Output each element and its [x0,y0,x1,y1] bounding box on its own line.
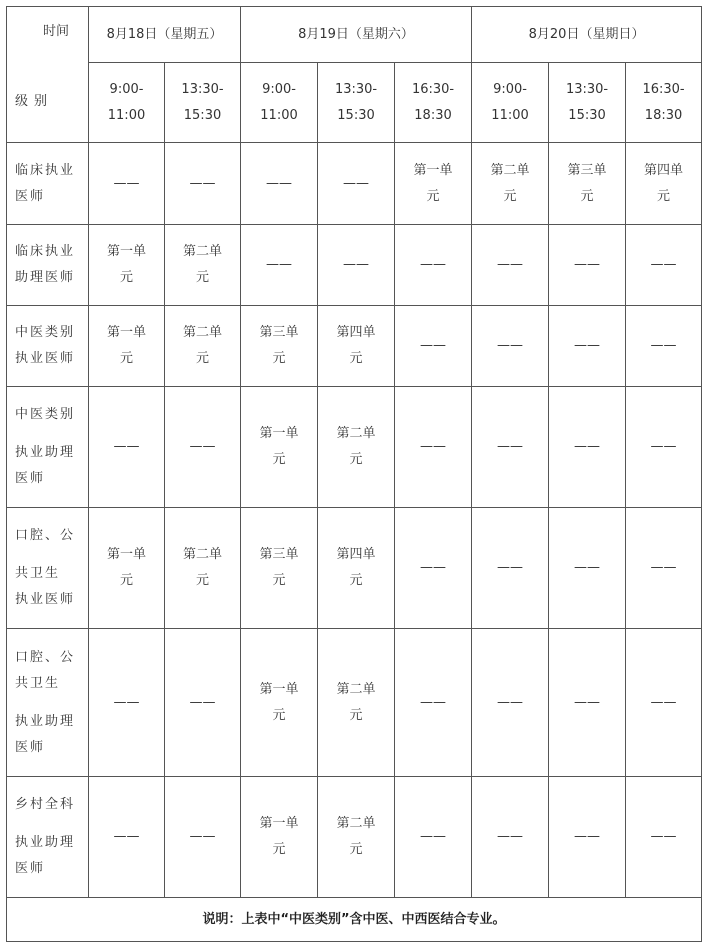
schedule-cell: 第三单 元 [549,143,626,225]
level-line: 共卫生 [15,675,61,691]
schedule-cell: —— [472,225,549,306]
schedule-cell: —— [626,508,702,629]
level-line: 乡村全科 [15,797,76,812]
level-line: 中医类别 [15,407,76,422]
time-slot-2: 9:00- 11:00 [241,63,318,143]
table-note: 说明：上表中“中医类别”含中医、中西医结合专业。 [7,898,702,942]
schedule-cell: —— [395,387,472,508]
level-line: 口腔、公 [15,649,76,665]
time-slot-7: 16:30- 18:30 [626,63,702,143]
schedule-cell: —— [549,225,626,306]
schedule-cell: —— [165,629,241,777]
schedule-cell: 第一单 元 [395,143,472,225]
level-line: 执业医师 [15,592,76,607]
schedule-cell: 第一单 元 [89,225,165,306]
schedule-cell: 第三单 元 [241,306,318,387]
time-slot-5: 9:00- 11:00 [472,63,549,143]
schedule-cell: 第四单 元 [626,143,702,225]
level-line: 口腔、公 [15,528,76,543]
exam-schedule-table [6,6,702,942]
time-slot-6: 13:30- 15:30 [549,63,626,143]
schedule-cell: —— [549,629,626,777]
level-line: 执业助理 [15,835,76,850]
schedule-cell: —— [395,508,472,629]
table-row [7,143,702,225]
schedule-cell: —— [472,629,549,777]
level-cell [7,508,89,629]
level-line: 中医类别 [15,325,76,340]
schedule-cell: 第二单 元 [318,629,395,777]
schedule-cell: 第二单 元 [472,143,549,225]
schedule-cell: —— [165,143,241,225]
schedule-cell: —— [472,777,549,898]
time-slot-3: 13:30- 15:30 [318,63,395,143]
level-line: 医师 [15,471,46,486]
time-slot-4: 16:30- 18:30 [395,63,472,143]
schedule-cell: 第一单 元 [89,508,165,629]
level-cell [7,777,89,898]
schedule-cell: 第四单 元 [318,306,395,387]
schedule-cell: 第一单 元 [241,387,318,508]
schedule-cell: —— [472,387,549,508]
schedule-cell: —— [472,508,549,629]
level-cell [7,306,89,387]
schedule-cell: —— [549,777,626,898]
table-row [7,508,702,629]
schedule-cell: —— [549,306,626,387]
level-line: 执业医师 [15,351,76,366]
level-line: 执业助理 [15,713,76,729]
table-row [7,225,702,306]
level-line: 执业助理 [15,445,76,460]
level-cell [7,143,89,225]
schedule-cell: —— [89,777,165,898]
schedule-cell: 第二单 元 [165,225,241,306]
schedule-cell: —— [241,225,318,306]
schedule-cell: 第一单 元 [241,629,318,777]
schedule-cell: 第一单 元 [89,306,165,387]
schedule-cell: —— [165,777,241,898]
schedule-cell: —— [549,508,626,629]
schedule-cell: —— [626,306,702,387]
schedule-cell: —— [626,629,702,777]
schedule-cell: —— [395,225,472,306]
level-line: 临床执业 [15,244,76,259]
level-line: 共卫生 [15,566,61,581]
table-row [7,387,702,508]
schedule-cell: —— [165,387,241,508]
corner-cell [7,7,89,143]
schedule-cell: —— [318,143,395,225]
note-row [7,898,702,942]
time-slot-1: 13:30- 15:30 [165,63,241,143]
schedule-cell: —— [626,225,702,306]
corner-level-label: 级别 [15,94,54,109]
schedule-cell: —— [89,387,165,508]
schedule-cell: —— [626,777,702,898]
table-row [7,777,702,898]
schedule-cell: 第二单 元 [318,777,395,898]
schedule-cell: 第二单 元 [318,387,395,508]
schedule-cell: —— [626,387,702,508]
time-slot-0: 9:00- 11:00 [89,63,165,143]
corner-time-label: 时间 [43,24,70,39]
schedule-cell: 第四单 元 [318,508,395,629]
level-cell [7,225,89,306]
schedule-cell: 第三单 元 [241,508,318,629]
table-row [7,629,702,777]
level-cell [7,629,89,777]
day-header-1: 8月19日（星期六） [241,7,472,63]
level-line: 医师 [15,188,46,204]
schedule-cell: —— [472,306,549,387]
level-cell [7,387,89,508]
schedule-cell: —— [89,629,165,777]
level-line: 医师 [15,861,46,876]
table-row [7,306,702,387]
schedule-cell: —— [241,143,318,225]
schedule-cell: 第二单 元 [165,306,241,387]
schedule-cell: —— [395,629,472,777]
level-line: 助理医师 [15,270,76,285]
schedule-cell: —— [549,387,626,508]
header-row-slots [7,63,702,143]
level-line: 临床执业 [15,162,76,178]
level-line: 医师 [15,739,46,755]
day-header-2: 8月20日（星期日） [472,7,702,63]
day-header-0: 8月18日（星期五） [89,7,241,63]
schedule-cell: —— [395,777,472,898]
header-row-days [7,7,702,63]
schedule-cell: 第一单 元 [241,777,318,898]
schedule-cell: —— [89,143,165,225]
schedule-cell: —— [395,306,472,387]
schedule-cell: 第二单 元 [165,508,241,629]
schedule-cell: —— [318,225,395,306]
